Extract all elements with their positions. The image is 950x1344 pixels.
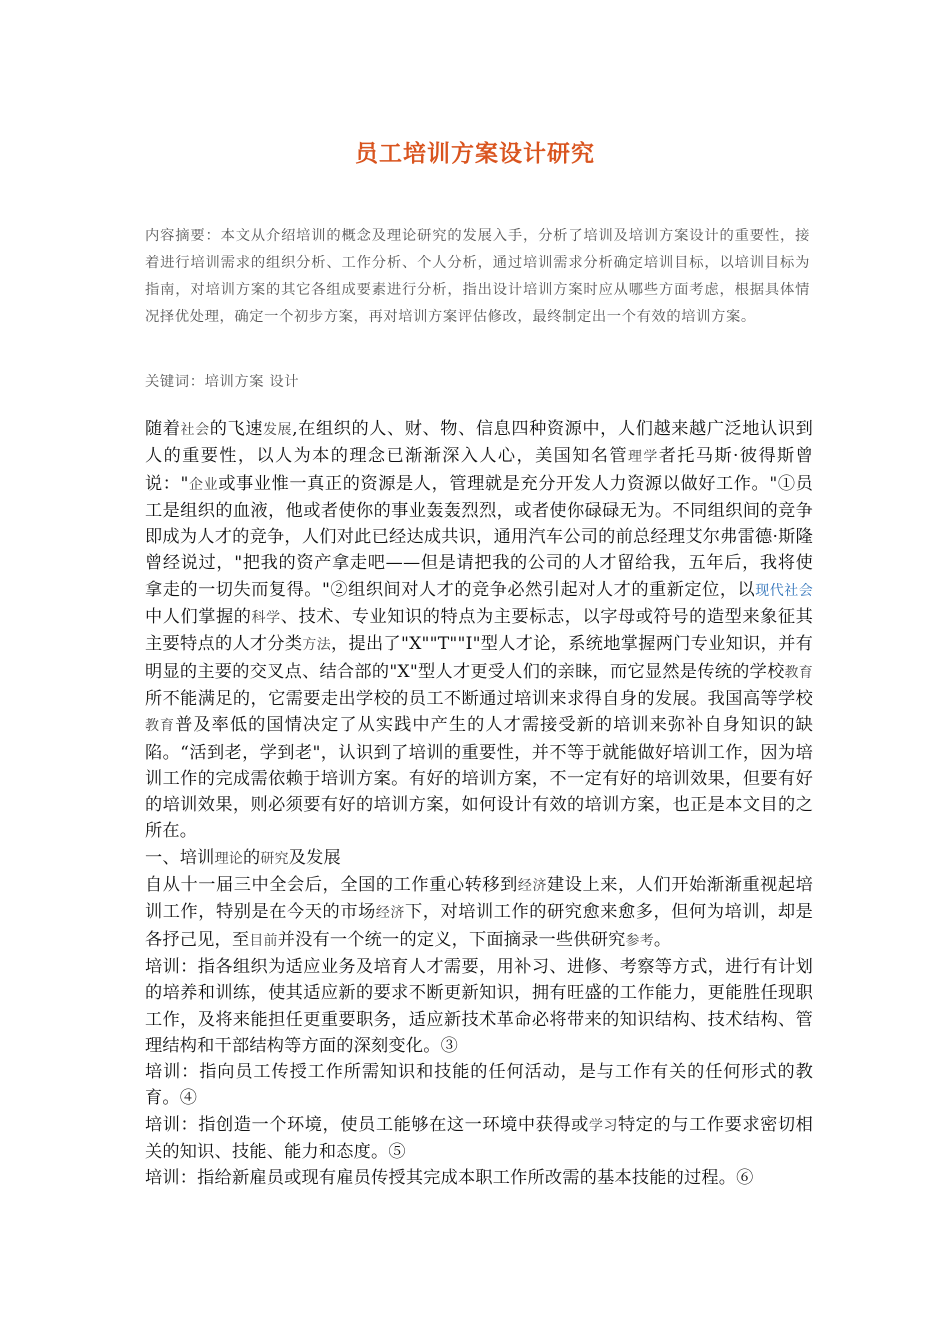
text-run: 或事业惟一真正的资源是人，管理就是充分开发人力资源以做好工作。"①员工是组织的血液，他或者使你的事业轰轰烈烈，或者使你碌碌无为。不同组织间的竞争即成为人才的竞争，人们对此已经达成共识，通用汽车公司的前总经理艾尔弗雷德·斯隆曾经说过，"把我的资产拿走吧——但是请把我的公司的人才留给我，五年后，我将使拿走的一切失而复得。"②组织间对人才的竞争必然引起对人才的重新定位，以 xyxy=(145,473,813,600)
text-run: 随着 xyxy=(145,419,181,439)
keyword-link[interactable]: 发展 xyxy=(262,422,293,438)
text-run: 的飞速 xyxy=(209,419,263,439)
keyword-link[interactable]: 教育 xyxy=(784,664,813,681)
keyword-link[interactable]: 学习 xyxy=(588,1117,619,1134)
text-run: 中人们掌握的 xyxy=(145,607,252,628)
document-title: 员工培训方案设计研究 xyxy=(355,140,595,167)
text-run: 特定的与工作要求密切相关的知识、技能、能力和态度。⑤ xyxy=(145,1114,813,1163)
keyword-link[interactable]: 经济 xyxy=(517,878,548,895)
text-run: 并没有一个统一的定义，下面摘录一些供研究 xyxy=(277,929,626,950)
definition-4: 培训：指给新雇员或现有雇员传授其完成本职工作所改需的基本技能的过程。⑥ xyxy=(145,1168,754,1189)
text-run: 。 xyxy=(653,929,672,950)
history-paragraph xyxy=(145,872,813,954)
text-run: 所不能满足的，它需要走出学校的员工不断通过培训来求得自身的发展。我国高等学校 xyxy=(145,688,813,709)
text-run: 普及率低的国情决定了从实践中产生的人才需接受新的培训来弥补自身知识的缺陷。“活到老，学到老"，认识到了培训的重要性，并不等于就能做好培训工作，因为培训工作的完成需依赖于培训方案。有好的培训方案，不一定有好的培训效果，但要有好的培训效果，则必须要有好的培训方案，如何设计有效的培训方案，也正是本文目的之所在。 xyxy=(145,715,813,842)
keyword-link[interactable]: 研究 xyxy=(260,850,289,867)
keyword-link[interactable]: 科学 xyxy=(251,610,281,627)
abstract-paragraph: 内容摘要：本文从介绍培训的概念及理论研究的发展入手，分析了培训及培训方案设计的重要性，接着进行培训需求的组织分析、工作分析、个人分析，通过培训需求分析确定培训目标，以培训目标为指南，对培训方案的其它各组成要素进行分析，指出设计培训方案时应从哪些方面考虑，根据具体情况择优处理，确定一个初步方案，再对培训方案评估修改，最终制定出一个有效的培训方案。 xyxy=(145,228,810,325)
text-run: 、技术、专业知识的特点为主要标志，以字母或符号的造型来象征其主要特点的人才分类 xyxy=(145,607,813,655)
text-run: 的 xyxy=(242,847,261,868)
text-run: 下，对培训工作的研究愈来愈多，但何为培训，却是各抒己见，至 xyxy=(145,902,813,950)
text-run: 者托马斯·彼得斯曾说：" xyxy=(145,446,813,494)
keyword-link[interactable]: 社会 xyxy=(180,422,210,438)
text-run: 及发展 xyxy=(288,847,341,868)
text-run: 一、培训 xyxy=(145,847,215,868)
body-text xyxy=(145,416,813,1192)
keywords-line: 关键词：培训方案 设计 xyxy=(145,374,300,390)
text-run: 培训：指创造一个环境，使员工能够在这一环境中获得或 xyxy=(145,1114,589,1135)
keyword-link[interactable]: 理学 xyxy=(627,449,659,466)
text-run: ,在组织的人、财、物、信息四种资源中，人们越来越广泛地认识到人的重要性，以人为本的理念已渐渐深入人心，美国知名管 xyxy=(145,419,813,467)
text-run: 自从十一届三中全会后，全国的工作重心转移到 xyxy=(145,875,518,896)
text-run: ，提出了"X""T""I"型人才论，系统地掌握两门专业知识，并有明显的主要的交叉点、结合部的"X"型人才更受人们的亲睐，而它显然是传统的学校 xyxy=(145,634,813,682)
section-heading xyxy=(145,845,813,872)
keyword-link[interactable]: 企业 xyxy=(188,476,219,493)
keyword-link[interactable]: 参考 xyxy=(625,932,654,949)
keyword-link[interactable]: 教育 xyxy=(145,718,176,735)
definition-1: 培训：指各组织为适应业务及培育人才需要，用补习、进修、考察等方式，进行有计划的培养和训练，使其适应新的要求不断更新知识，拥有旺盛的工作能力，更能胜任现职工作，及将来能担任更重要职务，适应新技术革命必将带来的知识结构、技术结构、管理结构和干部结构等方面的深刻变化。③ xyxy=(145,956,813,1056)
keyword-link[interactable]: 理论 xyxy=(214,850,243,867)
keyword-link[interactable]: 经济 xyxy=(375,905,405,922)
keyword-link[interactable]: 目前 xyxy=(249,932,278,949)
definition-2: 培训：指向员工传授工作所需知识和技能的任何活动，是与工作有关的任何形式的教育。④ xyxy=(145,1062,813,1109)
intro-paragraph xyxy=(145,416,813,845)
text-run: 建设上来，人们开始渐渐重视起培训工作，特别是在今天的市场 xyxy=(145,875,813,923)
modern-society-link[interactable]: 现代社会 xyxy=(755,582,813,599)
definition-3 xyxy=(145,1112,813,1166)
keyword-link[interactable]: 方法 xyxy=(302,637,332,654)
